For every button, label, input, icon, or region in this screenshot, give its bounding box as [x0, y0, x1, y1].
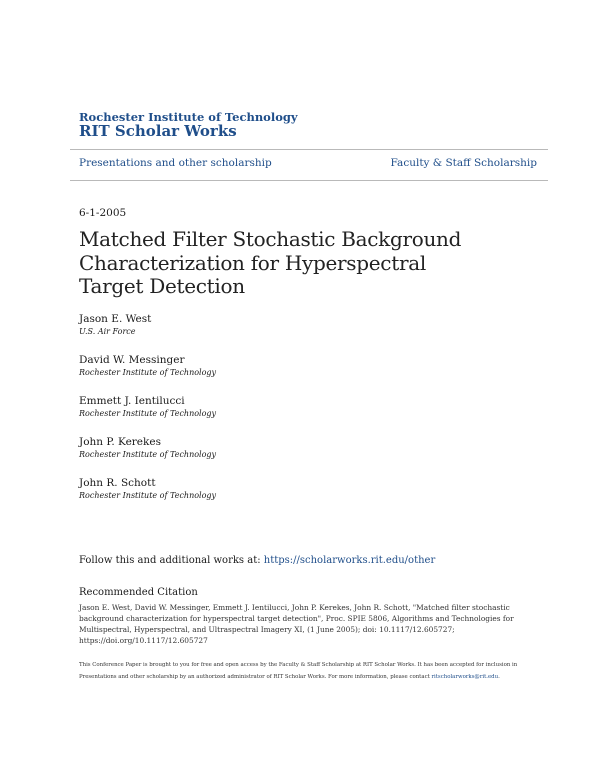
author-entry	[79, 477, 479, 501]
access-notice-end: .	[498, 673, 500, 680]
follow-line	[79, 555, 435, 566]
access-notice	[79, 660, 519, 683]
series-link-faculty-staff[interactable]: Faculty & Staff Scholarship	[390, 157, 537, 169]
author-name: John P. Kerekes	[79, 436, 161, 448]
follow-text: Follow this and additional works at:	[79, 555, 264, 566]
contact-email-link[interactable]: ritscholarworks@rit.edu	[431, 673, 499, 680]
author-entry	[79, 436, 479, 460]
author-entry	[79, 313, 479, 337]
author-affiliation: Rochester Institute of Technology	[79, 409, 217, 418]
access-notice-text: This Conference Paper is brought to you for free and open access by the Faculty & Staff Scholarship at RIT Scholar Works. It has been accepted for inclusion in Presentations and other scholarship by an authorized administrator of RIT Scholar Works. For more information, please contact	[79, 662, 518, 680]
author-name: John R. Schott	[79, 477, 156, 489]
divider-top	[70, 149, 548, 150]
publication-date: 6-1-2005	[79, 207, 127, 219]
author-affiliation: Rochester Institute of Technology	[79, 450, 217, 459]
series-link-presentations[interactable]: Presentations and other scholarship	[79, 157, 272, 169]
divider-bottom	[70, 180, 548, 181]
author-affiliation: Rochester Institute of Technology	[79, 368, 217, 377]
author-affiliation: U.S. Air Force	[79, 327, 136, 336]
repository-name[interactable]: RIT Scholar Works	[79, 122, 237, 140]
author-name: Jason E. West	[79, 313, 152, 325]
recommended-citation-text: Jason E. West, David W. Messinger, Emmett J. Ientilucci, John P. Kerekes, John R. Schott, "Matched filter stochastic background characterization for hyperspectral target detection", Proc. SPIE 5806, Algorithms and Technologies for Multispectral, Hyperspectral, and Ultraspectral Imagery XI, (1 June 2005); doi: 10.1117/12.605727; https://doi.org/10.1117/12.605727	[79, 603, 514, 645]
author-entry	[79, 354, 479, 378]
institution-name: Rochester Institute of Technology	[79, 110, 298, 124]
author-name: Emmett J. Ientilucci	[79, 395, 185, 407]
paper-title: Matched Filter Stochastic Background Characterization for Hyperspectral Target Detection	[79, 227, 462, 298]
author-affiliation: Rochester Institute of Technology	[79, 491, 217, 500]
recommended-citation-heading: Recommended Citation	[79, 587, 198, 598]
author-list	[79, 313, 479, 518]
follow-link[interactable]: https://scholarworks.rit.edu/other	[263, 555, 436, 566]
author-name: David W. Messinger	[79, 354, 185, 366]
author-entry	[79, 395, 479, 419]
